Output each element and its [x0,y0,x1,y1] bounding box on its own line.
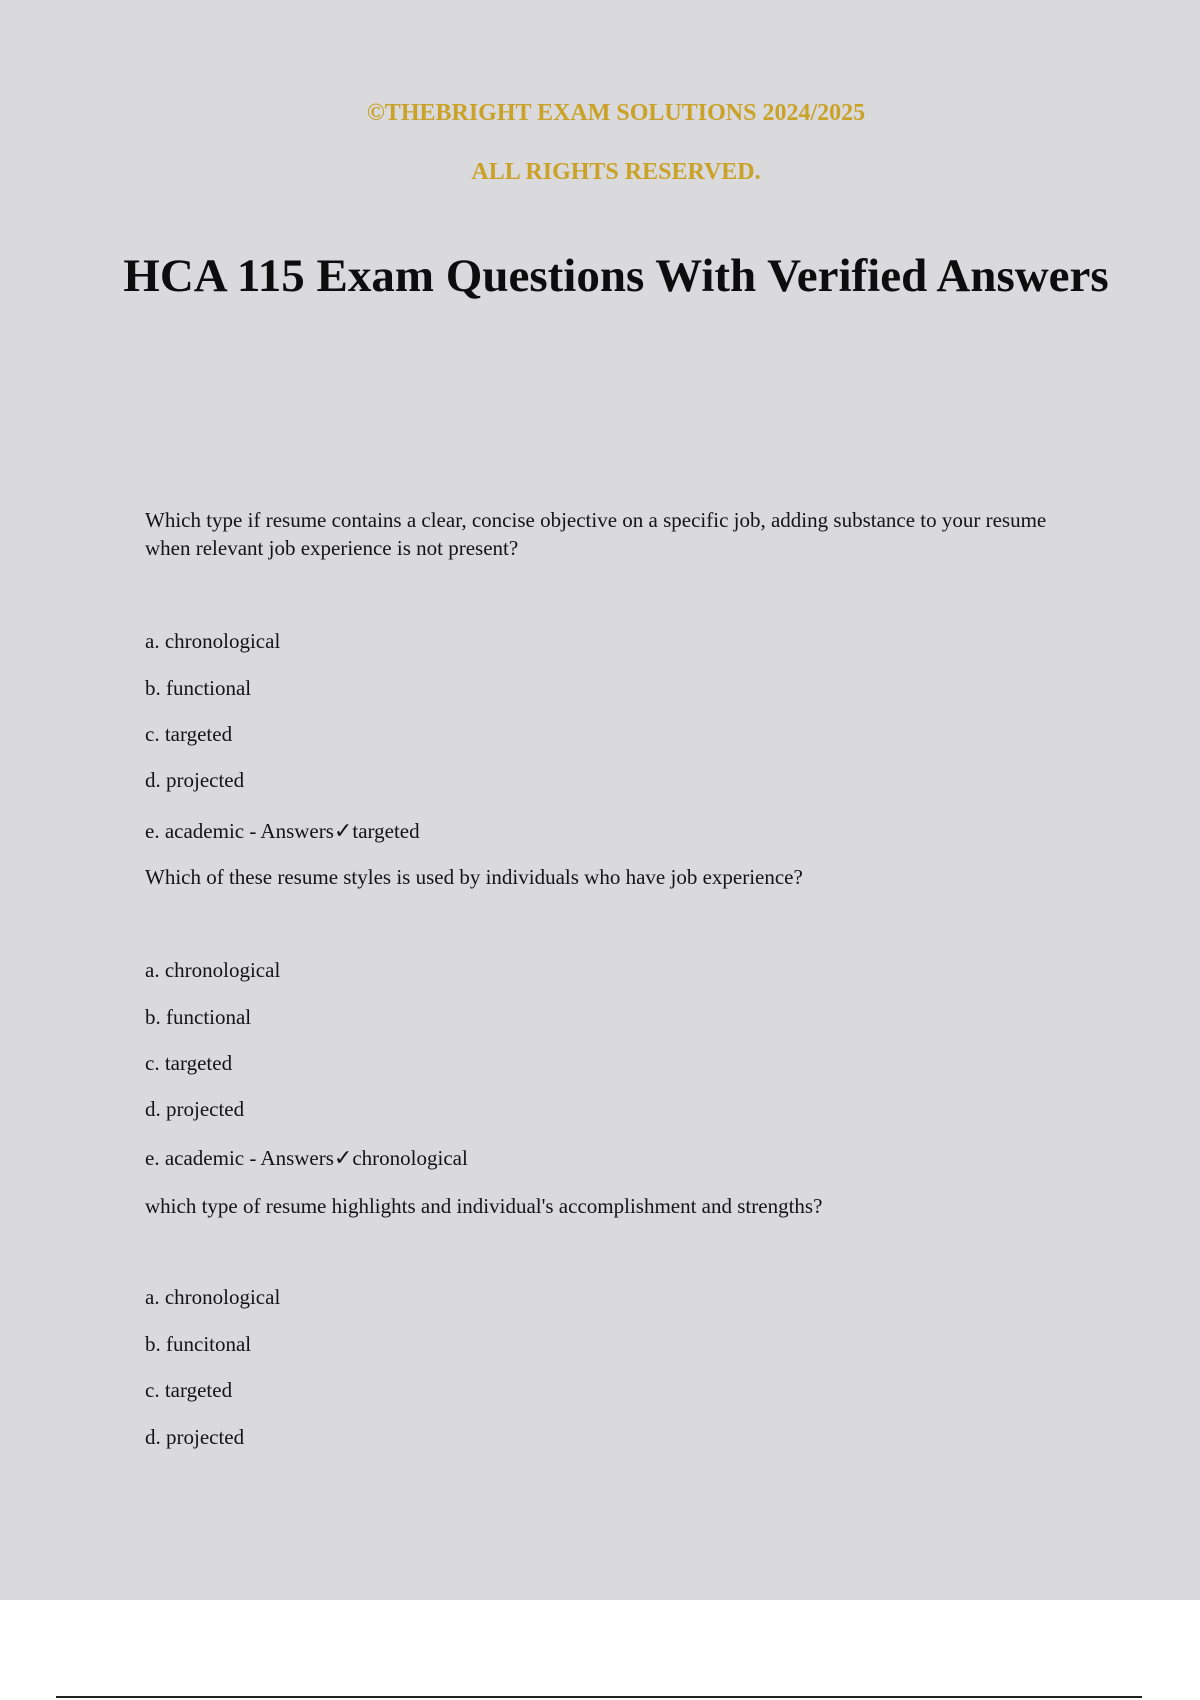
footer-rule [56,1696,1142,1698]
question-2-option-e: e. academic - Answers [145,1146,334,1170]
question-2-text: Which of these resume styles is used by individuals who have job experience? [145,865,803,889]
question-3-option-b: b. funcitonal [145,1332,252,1356]
question-1-option-a: a. chronological [145,629,281,653]
question-3-option-c: c. targeted [145,1378,233,1402]
question-2-option-c: c. targeted [145,1051,233,1075]
question-3-option-a: a. chronological [145,1285,281,1309]
page-title: HCA 115 Exam Questions With Verified Answers [123,250,1109,302]
question-1-option-e: e. academic - Answers [145,819,334,843]
question-1-option-e-with-answer [145,817,1075,845]
copyright-header: ©THEBRIGHT EXAM SOLUTIONS 2024/2025 [366,100,866,126]
question-2-option-a: a. chronological [145,958,281,982]
question-3-option-d: d. projected [145,1425,245,1449]
question-2-option-d: d. projected [145,1097,245,1121]
checkmark-icon: ✓ [333,818,353,843]
question-2-option-e-with-answer [145,1144,1075,1172]
rights-header: ALL RIGHTS RESERVED. [471,159,761,185]
question-1-answer: targeted [352,819,420,843]
question-2-option-b: b. functional [145,1005,252,1029]
question-1-option-d: d. projected [145,768,245,792]
checkmark-icon: ✓ [333,1145,353,1170]
question-1-option-c: c. targeted [145,722,233,746]
question-2-answer: chronological [352,1146,468,1170]
question-3-text: which type of resume highlights and individual's accomplishment and strengths? [145,1194,823,1218]
question-1-option-b: b. functional [145,676,252,700]
question-1-text: Which type if resume contains a clear, concise objective on a specific job, adding substance to your resume when relevant job experience is not present? [145,508,1047,560]
